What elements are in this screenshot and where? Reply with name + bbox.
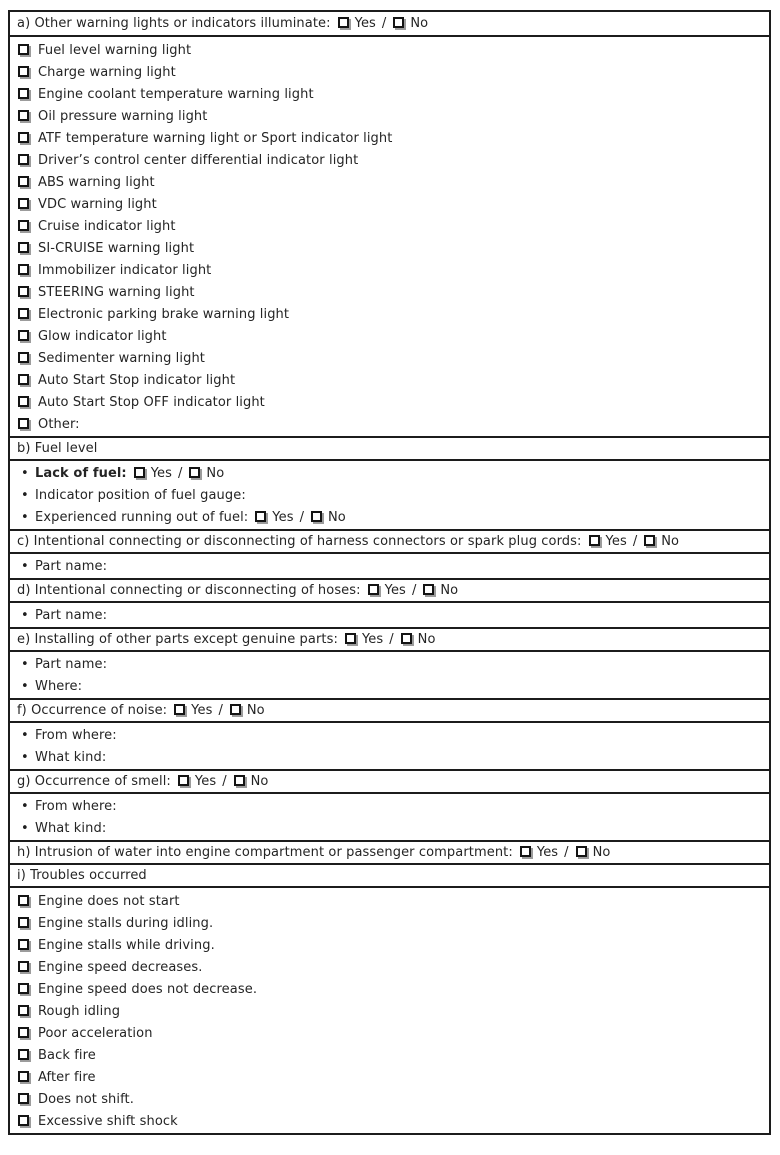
checkbox-icon[interactable] [18, 983, 29, 994]
bullet-item [17, 604, 762, 626]
yes-checkbox-icon[interactable] [345, 633, 356, 644]
bullet-icon: • [21, 509, 29, 525]
yes-label: Yes [194, 774, 217, 789]
checkbox-icon[interactable] [18, 418, 29, 429]
checkbox-item-label: ABS warning light [38, 174, 155, 190]
no-label: No [592, 845, 611, 860]
checkbox-item-label: Other: [38, 416, 80, 432]
checkbox-icon[interactable] [18, 396, 29, 407]
yes-checkbox-icon[interactable] [174, 704, 185, 715]
checkbox-icon[interactable] [18, 895, 29, 906]
no-checkbox-icon[interactable] [189, 467, 200, 478]
checkbox-icon[interactable] [18, 1093, 29, 1104]
section-header-c [10, 529, 769, 552]
checkbox-icon[interactable] [18, 220, 29, 231]
bullet-icon: • [21, 727, 29, 743]
checkbox-item-label: Does not shift. [38, 1091, 134, 1107]
section-header-d [10, 578, 769, 601]
bullet-item [17, 653, 762, 675]
checkbox-item [17, 956, 762, 978]
checkbox-item-label: Cruise indicator light [38, 218, 176, 234]
bullet-icon: • [21, 558, 29, 574]
checkbox-icon[interactable] [18, 374, 29, 385]
section-header-label: b) Fuel level [17, 441, 98, 456]
checkbox-item [17, 105, 762, 127]
section-f-details [10, 721, 769, 769]
yes-no-separator: / [389, 632, 394, 647]
bullet-icon: • [21, 798, 29, 814]
bullet-icon: • [21, 678, 29, 694]
checkbox-item [17, 934, 762, 956]
checkbox-item [17, 369, 762, 391]
checkbox-item [17, 347, 762, 369]
checkbox-item [17, 890, 762, 912]
checkbox-icon[interactable] [18, 939, 29, 950]
section-header-label: h) Intrusion of water into engine compartment or passenger compartment: [17, 845, 513, 860]
no-label: No [250, 774, 269, 789]
yes-no-separator: / [218, 703, 223, 718]
checkbox-item-label: Driver’s control center differential indicator light [38, 152, 359, 168]
no-checkbox-icon[interactable] [423, 584, 434, 595]
yes-no-group [337, 16, 429, 31]
yes-no-group [254, 510, 346, 525]
checkbox-item-label: Excessive shift shock [38, 1113, 178, 1129]
yes-no-separator: / [632, 534, 638, 549]
bullet-item [17, 724, 762, 746]
bullet-item-label: What kind: [35, 820, 107, 836]
section-header-label: d) Intentional connecting or disconnecting of hoses: [17, 583, 361, 598]
bullet-item-label: Part name: [35, 656, 108, 672]
checkbox-icon[interactable] [18, 308, 29, 319]
checkbox-item [17, 1110, 762, 1132]
section-header-label: a) Other warning lights or indicators illuminate: [17, 16, 331, 31]
yes-no-separator: / [411, 583, 417, 598]
bullet-item [17, 555, 762, 577]
no-checkbox-icon[interactable] [230, 704, 241, 715]
bullet-item-label: From where: [35, 798, 117, 814]
checkbox-item [17, 912, 762, 934]
checkbox-item-label: Auto Start Stop indicator light [38, 372, 236, 388]
checkbox-item [17, 978, 762, 1000]
yes-no-group [177, 774, 269, 789]
checkbox-item-label: Glow indicator light [38, 328, 167, 344]
yes-no-group [367, 583, 459, 598]
checkbox-icon[interactable] [18, 1115, 29, 1126]
section-d-details [10, 601, 769, 627]
checkbox-item-label: Engine speed does not decrease. [38, 981, 258, 997]
no-label: No [661, 534, 680, 549]
checkbox-icon[interactable] [18, 242, 29, 253]
checkbox-icon[interactable] [18, 1027, 29, 1038]
section-header-f [10, 698, 769, 721]
bullet-item-label: Part name: [35, 607, 108, 623]
bullet-icon: • [21, 487, 29, 503]
yes-no-group [588, 534, 680, 549]
bullet-item [17, 817, 762, 839]
section-header-i [10, 863, 769, 886]
checkbox-item [17, 149, 762, 171]
section-header-label: e) Installing of other parts except genuine parts: [17, 632, 338, 647]
section-i-options [10, 886, 769, 1133]
no-label: No [206, 465, 225, 481]
no-checkbox-icon[interactable] [644, 535, 655, 546]
bullet-item [17, 506, 762, 528]
yes-no-separator: / [564, 845, 569, 860]
checkbox-icon[interactable] [18, 88, 29, 99]
checkbox-icon[interactable] [18, 110, 29, 121]
yes-label: Yes [191, 703, 213, 718]
section-header-g [10, 769, 769, 792]
checkbox-item [17, 127, 762, 149]
checkbox-item-label: VDC warning light [38, 196, 157, 212]
checkbox-item [17, 1044, 762, 1066]
checkbox-icon[interactable] [18, 198, 29, 209]
checkbox-item-label: Back fire [38, 1047, 96, 1063]
bullet-icon: • [21, 656, 29, 672]
checkbox-item-label: Fuel level warning light [38, 42, 192, 58]
bullet-icon: • [21, 607, 29, 623]
checkbox-item-label: Auto Start Stop OFF indicator light [38, 394, 265, 410]
checkbox-item-label: Charge warning light [38, 64, 176, 80]
checkbox-item-label: After fire [38, 1069, 96, 1085]
yes-label: Yes [272, 509, 294, 525]
checkbox-item-label: Immobilizer indicator light [38, 262, 212, 278]
checkbox-icon[interactable] [18, 154, 29, 165]
section-header-h [10, 840, 769, 863]
checkbox-item [17, 281, 762, 303]
section-a-options [10, 35, 769, 436]
checkbox-item-label: Sedimenter warning light [38, 350, 205, 366]
checkbox-icon[interactable] [18, 176, 29, 187]
yes-checkbox-icon[interactable] [520, 846, 531, 857]
yes-label: Yes [150, 465, 173, 481]
checkbox-item [17, 1088, 762, 1110]
checkbox-item-label: Engine stalls while driving. [38, 937, 215, 953]
section-b-details [10, 459, 769, 529]
checkbox-item [17, 413, 762, 435]
yes-checkbox-icon[interactable] [178, 775, 189, 786]
checkbox-item [17, 1022, 762, 1044]
bullet-item-label: What kind: [35, 749, 107, 765]
checkbox-item [17, 1066, 762, 1088]
bullet-item-label: Lack of fuel: [35, 465, 127, 481]
no-checkbox-icon[interactable] [234, 775, 245, 786]
yes-label: Yes [361, 632, 384, 647]
checkbox-item-label: Engine stalls during idling. [38, 915, 214, 931]
section-header-label: c) Intentional connecting or disconnecting of harness connectors or spark plug cords: [17, 534, 582, 549]
checkbox-item-label: Oil pressure warning light [38, 108, 208, 124]
bullet-item [17, 746, 762, 768]
section-header-label: i) Troubles occurred [17, 868, 147, 883]
checkbox-item-label: Rough idling [38, 1003, 121, 1019]
interview-checklist-table [8, 10, 771, 1135]
checkbox-icon[interactable] [18, 286, 29, 297]
checkbox-item [17, 171, 762, 193]
yes-label: Yes [536, 845, 559, 860]
yes-label: Yes [354, 16, 376, 31]
section-header-label: g) Occurrence of smell: [17, 774, 171, 789]
section-header-a [10, 12, 769, 35]
checkbox-icon[interactable] [18, 1071, 29, 1082]
section-c-details [10, 552, 769, 578]
checkbox-item-label: ATF temperature warning light or Sport indicator light [38, 130, 393, 146]
section-header-b [10, 436, 769, 459]
checkbox-item [17, 237, 762, 259]
yes-no-separator: / [222, 774, 227, 789]
checkbox-item [17, 83, 762, 105]
checkbox-item [17, 1000, 762, 1022]
checkbox-icon[interactable] [18, 66, 29, 77]
checkbox-icon[interactable] [18, 264, 29, 275]
checkbox-item [17, 193, 762, 215]
no-checkbox-icon[interactable] [393, 17, 404, 28]
yes-no-separator: / [299, 509, 304, 525]
checkbox-item-label: SI-CRUISE warning light [38, 240, 195, 256]
checkbox-item [17, 391, 762, 413]
yes-no-separator: / [178, 465, 183, 481]
section-header-label: f) Occurrence of noise: [17, 703, 168, 718]
section-g-details [10, 792, 769, 840]
no-checkbox-icon[interactable] [401, 633, 412, 644]
checkbox-icon[interactable] [18, 961, 29, 972]
checkbox-item-label: Engine coolant temperature warning light [38, 86, 314, 102]
checkbox-item-label: STEERING warning light [38, 284, 195, 300]
checkbox-icon[interactable] [18, 352, 29, 363]
yes-checkbox-icon[interactable] [255, 511, 266, 522]
checkbox-item [17, 215, 762, 237]
yes-checkbox-icon[interactable] [368, 584, 379, 595]
bullet-item [17, 484, 762, 506]
bullet-item-label: From where: [35, 727, 117, 743]
checkbox-item-label: Engine does not start [38, 893, 180, 909]
bullet-item-label: Part name: [35, 558, 108, 574]
section-header-e [10, 627, 769, 650]
yes-checkbox-icon[interactable] [338, 17, 349, 28]
yes-checkbox-icon[interactable] [589, 535, 600, 546]
bullet-icon: • [21, 820, 29, 836]
bullet-item-label: Experienced running out of fuel: [35, 509, 249, 525]
yes-no-separator: / [381, 16, 387, 31]
checkbox-item [17, 303, 762, 325]
bullet-icon: • [21, 465, 29, 481]
no-label: No [410, 16, 429, 31]
checkbox-icon[interactable] [18, 917, 29, 928]
bullet-item [17, 462, 762, 484]
no-label: No [246, 703, 265, 718]
checkbox-icon[interactable] [18, 1005, 29, 1016]
checkbox-item [17, 39, 762, 61]
bullet-item-label: Indicator position of fuel gauge: [35, 487, 246, 503]
no-label: No [440, 583, 459, 598]
checkbox-item [17, 61, 762, 83]
checkbox-item-label: Poor acceleration [38, 1025, 153, 1041]
no-checkbox-icon[interactable] [311, 511, 322, 522]
bullet-item-label: Where: [35, 678, 83, 694]
yes-no-group [519, 845, 611, 860]
checkbox-item-label: Electronic parking brake warning light [38, 306, 290, 322]
yes-label: Yes [605, 534, 627, 549]
no-label: No [327, 509, 346, 525]
checkbox-icon[interactable] [18, 330, 29, 341]
checkbox-item [17, 259, 762, 281]
checkbox-icon[interactable] [18, 44, 29, 55]
yes-checkbox-icon[interactable] [134, 467, 145, 478]
yes-no-group [133, 466, 225, 481]
bullet-item [17, 675, 762, 697]
checkbox-item-label: Engine speed decreases. [38, 959, 203, 975]
checkbox-icon[interactable] [18, 132, 29, 143]
yes-label: Yes [384, 583, 406, 598]
bullet-icon: • [21, 749, 29, 765]
section-e-details [10, 650, 769, 698]
yes-no-group [173, 703, 265, 718]
checkbox-item [17, 325, 762, 347]
yes-no-group [344, 632, 436, 647]
checkbox-icon[interactable] [18, 1049, 29, 1060]
no-checkbox-icon[interactable] [576, 846, 587, 857]
no-label: No [417, 632, 436, 647]
bullet-item [17, 795, 762, 817]
